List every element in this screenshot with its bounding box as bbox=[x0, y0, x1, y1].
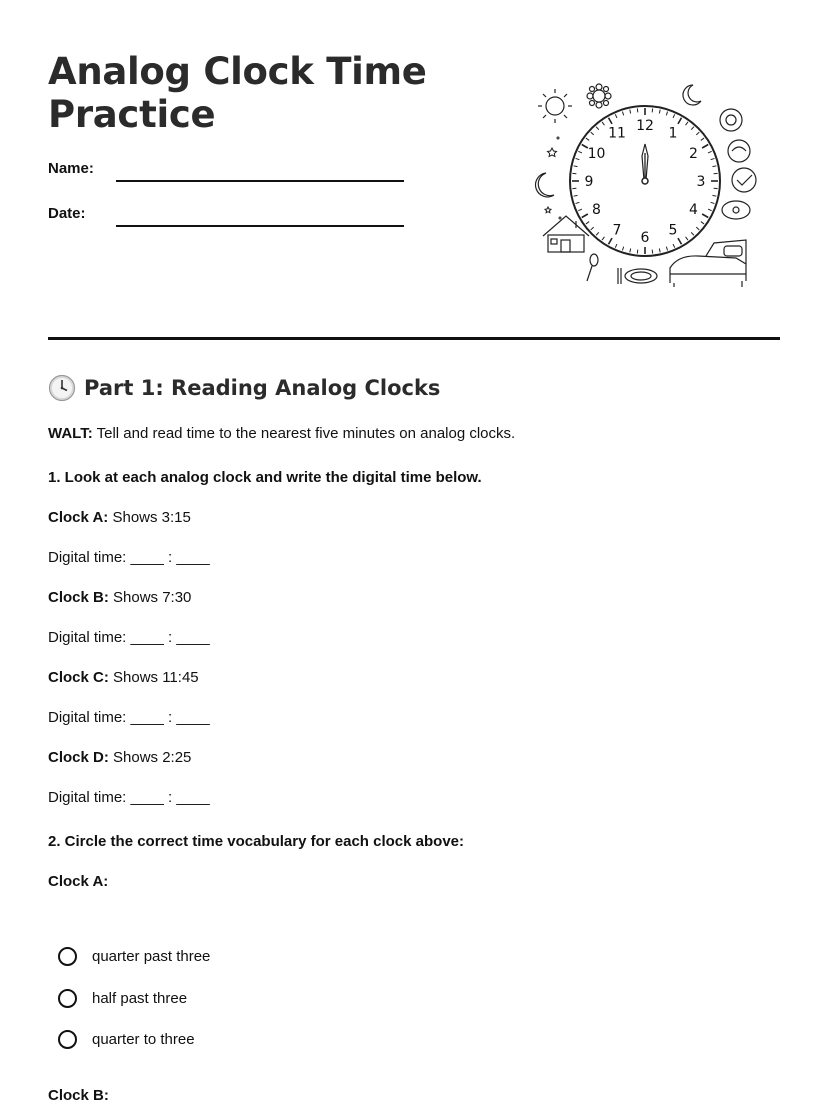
option-label: quarter past three bbox=[92, 948, 211, 966]
option-quarter-past-three[interactable] bbox=[58, 936, 210, 978]
clock-number: 9 bbox=[584, 174, 594, 190]
clock-number: 10 bbox=[587, 146, 606, 162]
name-label: Name: bbox=[48, 160, 94, 177]
walt-statement bbox=[48, 425, 515, 442]
flower-icon bbox=[587, 84, 611, 108]
radio-circle[interactable] bbox=[58, 947, 77, 966]
daily-routine-clock-illustration bbox=[528, 78, 764, 292]
walt-label: WALT: bbox=[48, 425, 93, 442]
clock-icon bbox=[48, 374, 76, 402]
clock-a-digital-answer[interactable]: Digital time: ____ : ____ bbox=[48, 549, 210, 566]
clock-a-vocab-options bbox=[58, 936, 210, 1061]
clock-d-item bbox=[48, 749, 191, 766]
sun-icon bbox=[538, 89, 572, 123]
clock-b-digital-answer[interactable]: Digital time: ____ : ____ bbox=[48, 629, 210, 646]
date-input-line[interactable] bbox=[116, 225, 404, 227]
clock-number: 8 bbox=[592, 202, 601, 218]
part1-heading bbox=[48, 374, 440, 402]
clock-number: 11 bbox=[608, 125, 626, 142]
clock-number: 1 bbox=[668, 125, 678, 142]
clock-number: 5 bbox=[668, 222, 678, 239]
star-icon bbox=[545, 137, 561, 219]
option-quarter-to-three[interactable] bbox=[58, 1019, 210, 1061]
option-half-past-three[interactable] bbox=[58, 978, 210, 1020]
clock-d-digital-answer[interactable]: Digital time: ____ : ____ bbox=[48, 789, 210, 806]
clock-number: 7 bbox=[612, 222, 622, 239]
clock-c-label: Clock C: bbox=[48, 669, 109, 686]
option-label: quarter to three bbox=[92, 1031, 195, 1049]
clock-a-item bbox=[48, 509, 191, 526]
breakfast-items-icon bbox=[720, 109, 756, 219]
clock-number: 6 bbox=[640, 230, 650, 246]
section-divider bbox=[48, 337, 780, 340]
clock-c-item bbox=[48, 669, 199, 686]
clock-c-shows: Shows 11:45 bbox=[113, 669, 199, 686]
question-2: 2. Circle the correct time vocabulary for each clock above: bbox=[48, 833, 465, 850]
moon-icon bbox=[683, 85, 701, 105]
date-label: Date: bbox=[48, 205, 86, 222]
part1-heading-text: Part 1: Reading Analog Clocks bbox=[84, 376, 441, 400]
clock-a-label: Clock A: bbox=[48, 509, 109, 526]
clock-number: 3 bbox=[696, 174, 706, 190]
clock-b-item bbox=[48, 589, 191, 606]
clock-c-digital-answer[interactable]: Digital time: ____ : ____ bbox=[48, 709, 210, 726]
clock-b-label: Clock B: bbox=[48, 589, 109, 606]
radio-circle[interactable] bbox=[58, 1030, 77, 1049]
tableware-icon bbox=[587, 254, 657, 284]
clock-number: 4 bbox=[689, 202, 698, 218]
clock-b-shows: Shows 7:30 bbox=[113, 589, 192, 606]
walt-text: Tell and read time to the nearest five minutes on analog clocks. bbox=[96, 425, 516, 442]
question-1: 1. Look at each analog clock and write the digital time below. bbox=[48, 469, 482, 486]
clock-a-shows: Shows 3:15 bbox=[112, 509, 191, 526]
radio-circle[interactable] bbox=[58, 989, 77, 1008]
clock-b-vocab-label: Clock B: bbox=[48, 1087, 109, 1104]
clock-d-label: Clock D: bbox=[48, 749, 109, 766]
option-label: half past three bbox=[92, 989, 188, 1007]
clock-number: 2 bbox=[689, 146, 698, 162]
crescent-icon bbox=[536, 173, 554, 197]
name-input-line[interactable] bbox=[116, 180, 404, 182]
clock-number: 12 bbox=[636, 118, 654, 134]
worksheet-title: Analog Clock Time Practice bbox=[48, 50, 427, 136]
clock-face bbox=[570, 106, 720, 256]
clock-d-shows: Shows 2:25 bbox=[113, 749, 192, 766]
clock-a-vocab-label: Clock A: bbox=[48, 873, 109, 890]
